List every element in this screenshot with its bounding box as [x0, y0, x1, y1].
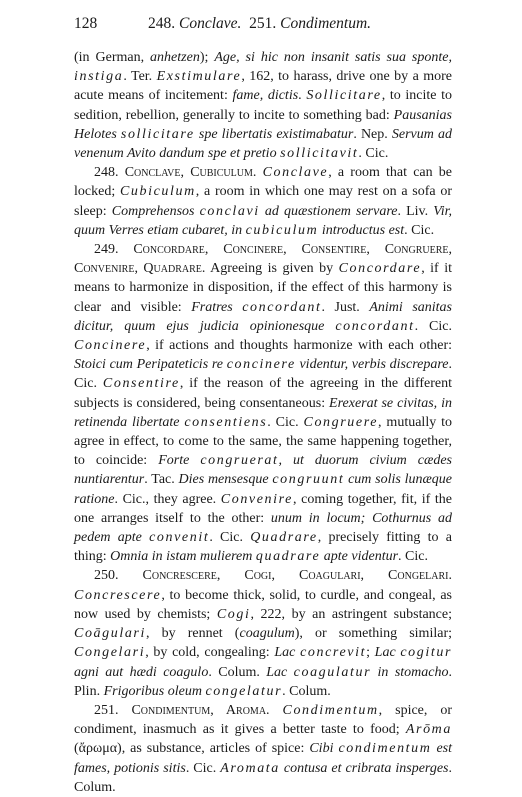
text-run: . Liv.	[397, 203, 434, 219]
text-run: introductus est	[318, 222, 405, 238]
text-run: coagulatur	[293, 664, 372, 680]
text-run: Erexerat se civitas, in retinenda libertate	[74, 395, 452, 430]
text-run: Agreeing is given by	[205, 261, 339, 277]
text-run: Arōma	[405, 722, 452, 738]
running-title	[148, 14, 371, 34]
text-run: .	[298, 88, 307, 104]
text-run: cum solis lunæque ratione	[74, 472, 453, 507]
text-run: contusa et cribrata insperges	[279, 760, 449, 776]
text-run: Dies mensesque	[178, 472, 273, 488]
text-run: ), or something similar;	[294, 626, 452, 642]
text-run: Servum ad venenum Avito dandum spe et pretio	[74, 126, 452, 162]
text-run: Coāgulari	[74, 626, 146, 642]
text-run: Quadrare	[250, 530, 318, 546]
text-run: . Just.	[321, 299, 370, 315]
text-run: Lac	[274, 645, 301, 661]
header-entry-word: Condimentum.	[280, 15, 372, 32]
text-run: . Cic.	[209, 530, 251, 546]
text-run: agni aut hædi coagulo	[74, 664, 209, 680]
text-run: condimentum	[338, 741, 432, 757]
entry-251	[74, 701, 452, 797]
text-run: . Cic.	[404, 222, 435, 238]
text-run: concordant	[335, 318, 415, 334]
text-run: Stoici cum Peripateticis re	[74, 357, 227, 373]
text-run: anhetzen	[150, 50, 200, 65]
text-run: . Cic.	[74, 357, 453, 392]
text-run: Concinere	[74, 338, 147, 354]
text-run: Cubiculum	[119, 184, 196, 200]
text-run: instiga	[74, 69, 124, 85]
text-run: Congelari	[74, 645, 146, 661]
text-run: sollicitare	[120, 126, 195, 142]
text-run: in stomacho	[371, 664, 449, 680]
header-entry-number: 248.	[148, 15, 176, 32]
text-run: spe libertatis existimabatur	[194, 126, 354, 142]
text-run: conclavi	[199, 203, 260, 219]
text-run: (ἄρωμα), as substance, articles of spice:	[74, 741, 310, 757]
text-run: , mutually to agree in effect, to come to the same, the same happening together, to coincide:	[74, 414, 452, 469]
text-run: , if actions and thoughts harmonize with each other:	[146, 338, 452, 354]
text-run: Animi sanitas dicitur, quum ejus judicia opinionesque	[74, 299, 452, 334]
text-run: Congruere	[303, 414, 379, 430]
text-run: Frigoribus oleum	[103, 683, 206, 699]
text-run: , 222, by an astringent substance;	[250, 606, 452, 622]
text-run: cubiculum	[245, 222, 319, 238]
text-run: Concordare	[338, 261, 422, 277]
text-run: Convenire	[220, 491, 293, 507]
text-run: quadrare	[255, 549, 321, 565]
text-run: , to become thick, solid, to curdle, and congeal, as now used by chemists;	[74, 587, 452, 622]
text-run: , ut duorum civium cædes nuntiarentur	[74, 453, 453, 488]
text-run: . Colum.	[208, 664, 267, 680]
text-run: concordant	[242, 299, 322, 315]
text-run: , by rennet (	[145, 626, 240, 642]
text-run: , to incite to sedition, rebellion, generally to incite to something bad:	[74, 88, 452, 123]
entry-headwords: Conclave, Cubiculum.	[124, 165, 257, 181]
text-run: coagulum	[239, 626, 295, 642]
text-run: . Cic.	[358, 146, 389, 162]
text-run: concrevit	[300, 645, 367, 661]
text-run: Vir, quum Verres etiam cubaret, in	[74, 203, 453, 238]
text-run: . Cic., they agree.	[114, 491, 221, 507]
paragraph-continued	[74, 48, 452, 163]
text-run: Fratres	[191, 299, 243, 315]
text-run: , a room in which one may rest on a sofa or sleep:	[74, 184, 452, 219]
entry-250	[74, 566, 452, 700]
text-run: Omnia in istam mulierem	[110, 549, 256, 565]
text-run: , if the reason of the agreeing in the different subjects is considered, being consentaneous:	[74, 376, 452, 411]
entry-248	[74, 163, 452, 240]
text-run: Exstimulare	[156, 69, 242, 85]
entry-headwords: Concordare, Concinere, Consentire, Congruere, Convenire, Quadrare.	[74, 242, 452, 277]
text-run: Cogi	[216, 606, 251, 622]
text-run: , a room that can be locked;	[74, 165, 453, 200]
entry-number: 249.	[94, 242, 134, 258]
entry-249	[74, 240, 452, 566]
text-run: Consentire	[102, 376, 180, 392]
text-run: . Tac.	[144, 472, 179, 488]
page-number: 128	[74, 15, 98, 32]
text-run: ;	[366, 645, 375, 661]
text-run: );	[199, 50, 215, 65]
text-run: Conclave	[262, 165, 329, 181]
page-body	[74, 48, 452, 797]
entry-number: 248.	[94, 165, 125, 181]
text-run: videntur, verbis discrepare	[295, 357, 449, 373]
text-run: . Colum.	[74, 760, 452, 795]
text-run: fame, dictis	[232, 88, 299, 104]
text-run: , spice, or condiment, inasmuch as it gives a better taste to food;	[74, 702, 453, 738]
text-run: , by cold, congealing:	[145, 645, 275, 661]
text-run: cogitur	[400, 645, 453, 661]
text-run: Age, si hic non insanit satis sua sponte,	[214, 50, 452, 65]
text-run: congruerat	[200, 453, 279, 469]
text-run: . Cic.	[267, 414, 304, 430]
text-run: , 162, to harass, drive one by a more acute means of incitement:	[74, 69, 452, 104]
entry-number: 250.	[94, 568, 143, 584]
text-run: (in German,	[74, 50, 151, 65]
text-run: apte videntur	[320, 549, 399, 565]
text-run: Cibi	[309, 741, 339, 757]
header-entry-number: 251.	[249, 15, 277, 32]
text-run: Lac	[266, 664, 294, 680]
text-run: . Ter.	[123, 69, 157, 85]
text-run: , precisely fitting to a thing:	[74, 530, 452, 565]
entry-headwords: Concrescere, Cogi, Coagulari, Congelari.	[142, 568, 452, 584]
text-run: unum in locum; Cothurnus ad pedem apte	[74, 510, 452, 546]
text-run: Forte	[158, 453, 201, 469]
entry-headwords: Condimentum, Aroma.	[131, 702, 270, 718]
header-entry-word: Conclave.	[179, 15, 242, 32]
text-run: Lac	[374, 645, 401, 661]
text-run: Concrescere	[74, 587, 162, 603]
text-run: . Cic.	[398, 549, 428, 565]
text-run: . Colum.	[282, 683, 331, 699]
text-run: Pausanias Helotes	[74, 107, 452, 142]
entry-number: 251.	[94, 702, 132, 718]
text-run: . Plin.	[74, 664, 452, 699]
text-run: ad quæstionem servare	[259, 203, 398, 219]
text-run: concinere	[226, 357, 296, 373]
text-run: sollicitavit	[280, 146, 359, 162]
text-run: , coming together, fit, if the one arranges itself to the other:	[74, 491, 452, 526]
text-run: Sollicitare	[306, 88, 382, 104]
text-run: . Cic.	[414, 318, 452, 334]
text-run: Aromata	[220, 760, 280, 776]
text-run: . Nep.	[353, 126, 392, 142]
text-run: . Cic.	[185, 760, 221, 776]
text-run: Condimentum	[282, 702, 379, 718]
text-run: congelatur	[205, 683, 283, 699]
text-run: Comprehensos	[111, 203, 200, 219]
text-run: convenit	[149, 530, 210, 546]
text-run: congruunt	[272, 472, 345, 488]
text-run: consentiens	[184, 414, 268, 430]
text-run	[270, 703, 283, 718]
text-run: , if it means to harmonize in disposition, if the effect of this harmony is clear and visible:	[74, 261, 452, 315]
text-run: est fames, potionis sitis	[74, 741, 452, 776]
